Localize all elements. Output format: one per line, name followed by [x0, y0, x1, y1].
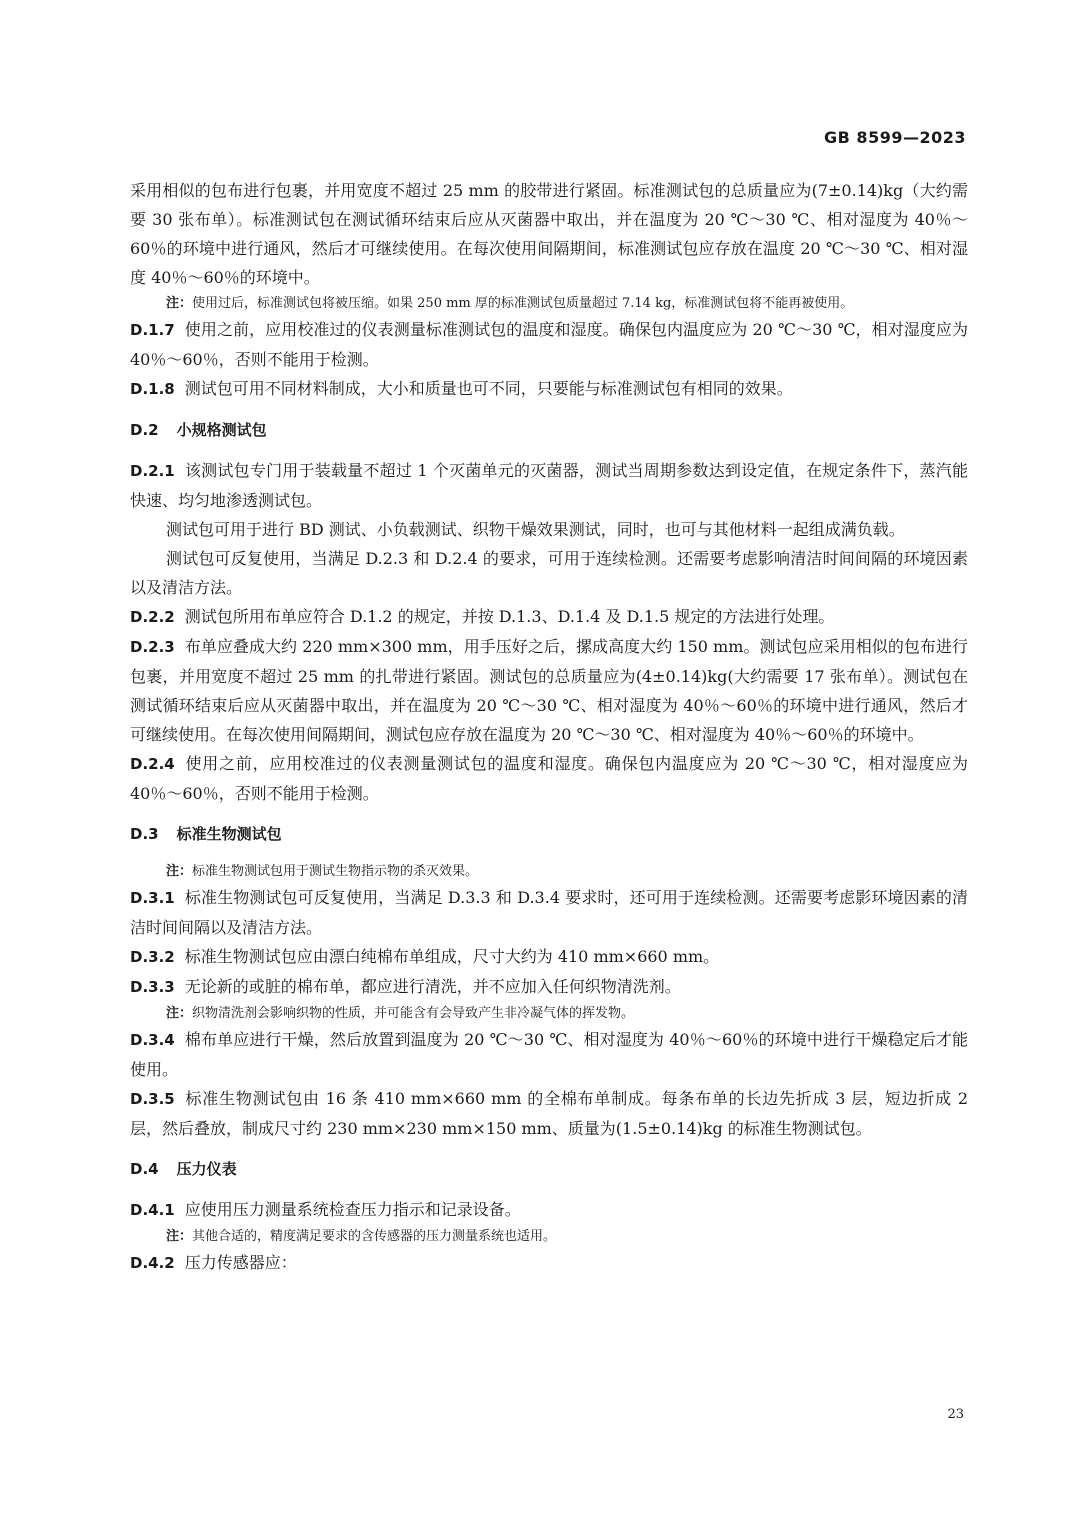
- paragraph: [130, 1195, 968, 1225]
- clause-number: D.3.2: [130, 948, 175, 966]
- clause-number: D.2.2: [130, 608, 175, 626]
- note-text: 其他合适的，精度满足要求的含传感器的压力测量系统也适用。: [192, 1229, 557, 1244]
- clause-number: D.3.3: [130, 978, 175, 996]
- paragraph-text: 标准生物测试包可反复使用，当满足 D.3.3 和 D.3.4 要求时，还可用于连续检测。还需要考虑影环境因素的清洁时间间隔以及清洁方法。: [130, 888, 968, 937]
- note: [130, 1002, 968, 1025]
- clause-number: D.4.1: [130, 1201, 175, 1219]
- paragraph: [130, 602, 968, 632]
- paragraph: [130, 374, 968, 404]
- paragraph: [130, 749, 968, 808]
- paragraph-text: 测试包所用布单应符合 D.1.2 的规定，并按 D.1.3、D.1.4 及 D.1.5 规定的方法进行处理。: [184, 607, 835, 626]
- section-title: 压力仪表: [176, 1160, 237, 1178]
- clause-number: D.3.4: [130, 1031, 175, 1049]
- paragraph: [130, 942, 968, 972]
- note-text: 标准生物测试包用于测试生物指示物的杀灭效果。: [192, 864, 479, 879]
- paragraph-text: 测试包可用于进行 BD 测试、小负载测试、织物干燥效果测试，同时，也可与其他材料一起组成满负载。: [166, 520, 905, 539]
- note-text: 使用过后，标准测试包将被压缩。如果 250 mm 厚的标准测试包质量超过 7.14 kg，标准测试包将不能再被使用。: [192, 296, 854, 311]
- paragraph: [130, 176, 968, 292]
- paragraph: [130, 315, 968, 374]
- note: [130, 292, 968, 315]
- paragraph-text: 棉布单应进行干燥，然后放置到温度为 20 ℃～30 ℃、相对湿度为 40％～60％的环境中进行干燥稳定后才能使用。: [130, 1030, 968, 1079]
- section-heading: [130, 415, 968, 445]
- section-title: 标准生物测试包: [176, 825, 282, 843]
- paragraph: [130, 515, 968, 544]
- paragraph: [130, 1248, 968, 1278]
- clause-number: D.3.1: [130, 889, 175, 907]
- page-number: 23: [947, 1407, 964, 1422]
- paragraph-text: 应使用压力测量系统检查压力指示和记录设备。: [184, 1200, 521, 1219]
- clause-number: D.2.4: [130, 755, 175, 773]
- clause-number: D.2.3: [130, 638, 175, 656]
- paragraph-text: 采用相似的包布进行包裹，并用宽度不超过 25 mm 的胶带进行紧固。标准测试包的总质量应为(7±0.14)kg（大约需要 30 张布单）。标准测试包在测试循环结束后应从灭菌器中取出，并在温度为 20 ℃～30 ℃、相对湿度为 40％～60％的环境中进行通风，然后才可继续使用。在每次使用间隔期间，标准测试包应存放在温度 20 ℃～30 ℃、相对湿度 40％～60％的环境中。: [130, 181, 968, 287]
- document-id-header: GB 8599—2023: [824, 128, 966, 147]
- paragraph-text: 压力传感器应：: [184, 1253, 297, 1272]
- note-label: 注：: [166, 864, 193, 879]
- section-heading: [130, 1154, 968, 1184]
- paragraph: [130, 544, 968, 602]
- section-title: 小规格测试包: [176, 421, 267, 439]
- paragraph: [130, 883, 968, 942]
- paragraph: [130, 1084, 968, 1143]
- paragraph-text: 标准生物测试包由 16 条 410 mm×660 mm 的全棉布单制成。每条布单的长边先折成 3 层，短边折成 2 层，然后叠放，制成尺寸约 230 mm×230 mm×150 mm、质量为(1.5±0.14)kg 的标准生物测试包。: [130, 1089, 968, 1138]
- paragraph-text: 标准生物测试包应由漂白纯棉布单组成，尺寸大约为 410 mm×660 mm。: [184, 947, 720, 966]
- section-number: D.4: [130, 1160, 159, 1178]
- clause-number: D.3.5: [130, 1090, 175, 1108]
- note-label: 注：: [166, 1229, 193, 1244]
- clause-number: D.1.7: [130, 321, 175, 339]
- document-body: [130, 176, 968, 1278]
- note-label: 注：: [166, 1006, 193, 1021]
- paragraph: [130, 972, 968, 1002]
- paragraph-text: 无论新的或脏的棉布单，都应进行清洗，并不应加入任何织物清洗剂。: [184, 977, 681, 996]
- note-text: 织物清洗剂会影响织物的性质，并可能含有会导致产生非冷凝气体的挥发物。: [192, 1006, 635, 1021]
- note: [130, 1225, 968, 1248]
- paragraph-text: 使用之前，应用校准过的仪表测量测试包的温度和湿度。确保包内温度应为 20 ℃～30 ℃，相对湿度应为 40％～60％，否则不能用于检测。: [130, 754, 968, 803]
- paragraph-text: 使用之前，应用校准过的仪表测量标准测试包的温度和湿度。确保包内温度应为 20 ℃～30 ℃，相对湿度应为 40％～60％，否则不能用于检测。: [130, 320, 968, 369]
- section-number: D.3: [130, 825, 159, 843]
- note-label: 注：: [166, 296, 193, 311]
- paragraph-text: 测试包可用不同材料制成，大小和质量也可不同，只要能与标准测试包有相同的效果。: [184, 379, 793, 398]
- paragraph-text: 布单应叠成大约 220 mm×300 mm，用手压好之后，摞成高度大约 150 mm。测试包应采用相似的包布进行包裹，并用宽度不超过 25 mm 的扎带进行紧固。测试包的总质量应为(4±0.14)kg(大约需要 17 张布单）。测试包在测试循环结束后应从灭菌器中取出，并在温度为 20 ℃～30 ℃、相对湿度为 40％～60％的环境中进行通风，然后才可继续使用。在每次使用间隔期间，测试包应存放在温度为 20 ℃～30 ℃、相对湿度为 40％～60％的环境中。: [130, 637, 968, 744]
- paragraph-text: 测试包可反复使用，当满足 D.2.3 和 D.2.4 的要求，可用于连续检测。还需要考虑影响清洁时间间隔的环境因素以及清洁方法。: [130, 549, 968, 597]
- paragraph-text: 该测试包专门用于装载量不超过 1 个灭菌单元的灭菌器，测试当周期参数达到设定值，在规定条件下，蒸汽能快速、均匀地渗透测试包。: [130, 461, 968, 510]
- clause-number: D.1.8: [130, 380, 175, 398]
- paragraph: [130, 456, 968, 515]
- paragraph: [130, 632, 968, 749]
- section-heading: [130, 819, 968, 849]
- paragraph: [130, 1025, 968, 1084]
- clause-number: D.2.1: [130, 462, 175, 480]
- note: [130, 860, 968, 883]
- section-number: D.2: [130, 421, 159, 439]
- clause-number: D.4.2: [130, 1254, 175, 1272]
